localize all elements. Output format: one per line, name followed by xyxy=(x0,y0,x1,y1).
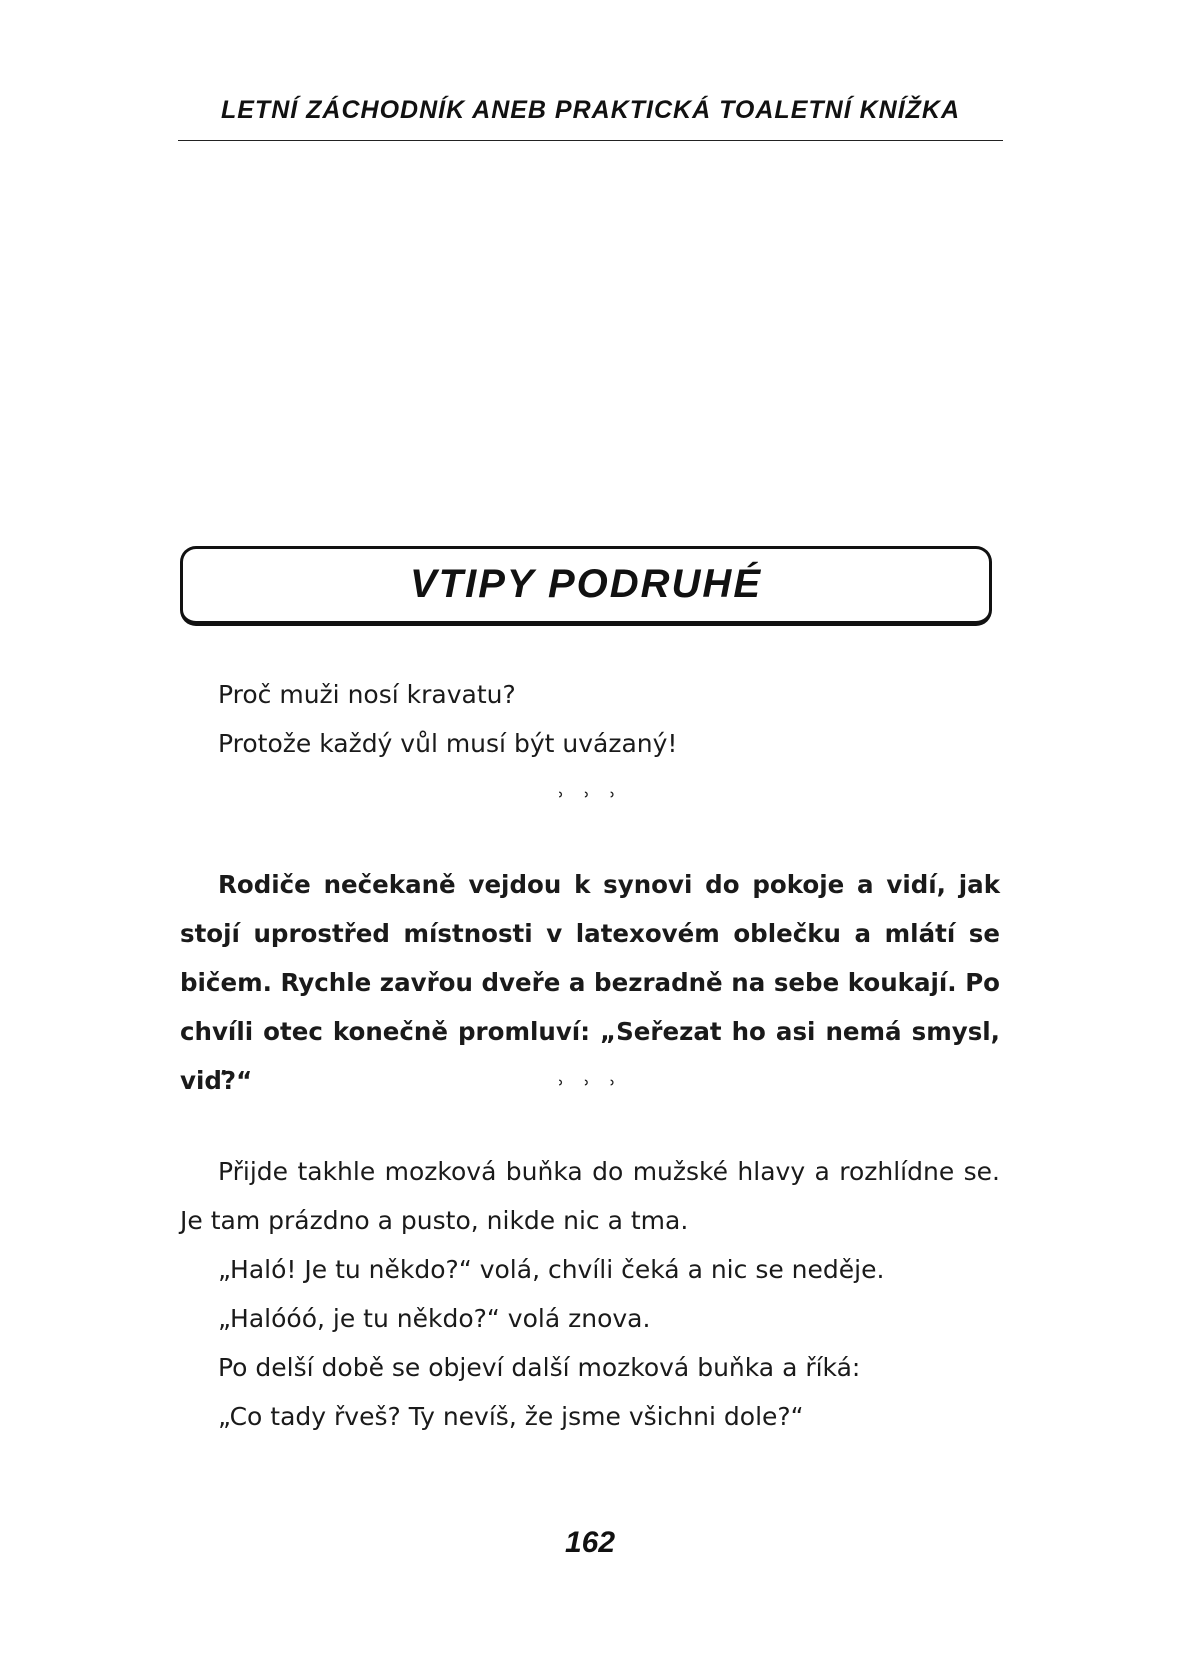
joke-3-line-3: „Halóóó, je tu někdo?“ volá znova. xyxy=(218,1304,651,1333)
joke-2 xyxy=(180,860,1000,1105)
joke-3-line-5: „Co tady řveš? Ty nevíš, že jsme všichni dole?“ xyxy=(218,1402,804,1431)
header-divider xyxy=(178,140,1003,141)
joke-1 xyxy=(180,670,1000,768)
joke-1-line-1: Proč muži nosí kravatu? xyxy=(218,680,516,709)
joke-separator-2: ˒ ˒ ˒ xyxy=(557,1072,623,1097)
page-number: 162 xyxy=(564,1526,616,1559)
chapter-title: VTIPY PODRUHÉ xyxy=(410,562,762,606)
joke-3 xyxy=(180,1147,1000,1441)
joke-3-line-1: Přijde takhle mozková buňka do mužské hlavy a rozhlídne se. Je tam prázdno a pusto, nikde nic a tma. xyxy=(180,1157,1000,1235)
joke-2-paragraph: Rodiče nečekaně vejdou k synovi do pokoje a vidí, jak stojí uprostřed místnosti v latexovém oblečku a mlátí se bičem. Rychle zavřou dveře a bezradně na sebe koukají. Po chvíli otec konečně promluví: „Seřezat ho asi nemá smysl, viď?“ xyxy=(180,870,1000,1095)
joke-3-line-4: Po delší době se objeví další mozková buňka a říká: xyxy=(218,1353,861,1382)
joke-separator-1: ˒ ˒ ˒ xyxy=(557,784,623,809)
joke-3-line-2: „Haló! Je tu někdo?“ volá, chvíli čeká a nic se neděje. xyxy=(218,1255,885,1284)
running-header: LETNÍ ZÁCHODNÍK ANEB PRAKTICKÁ TOALETNÍ KNÍŽKA xyxy=(220,96,961,124)
joke-1-line-2: Protože každý vůl musí být uvázaný! xyxy=(218,729,678,758)
